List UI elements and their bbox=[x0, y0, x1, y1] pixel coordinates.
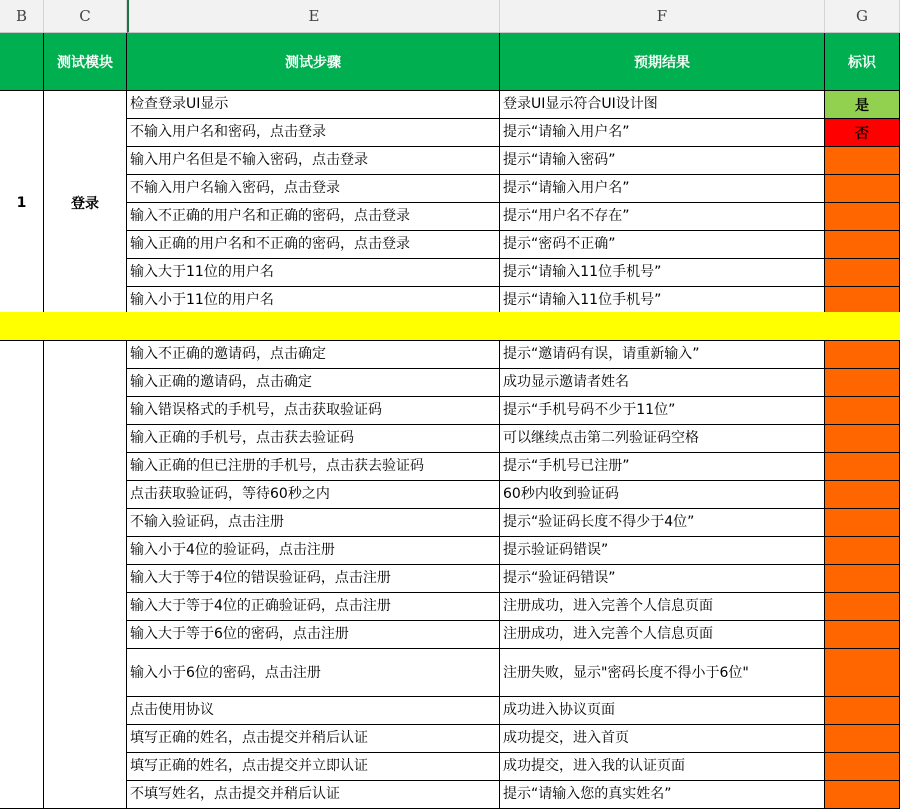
test-step-cell[interactable]: 输入正确的手机号，点击获去验证码 bbox=[127, 425, 500, 453]
expected-result-cell[interactable]: 注册失败，显示"密码长度不得小于6位" bbox=[500, 649, 825, 697]
test-step-cell[interactable]: 输入小于11位的用户名 bbox=[127, 287, 500, 315]
expected-result-cell[interactable]: 提示“请输入您的真实姓名” bbox=[500, 781, 825, 809]
test-step-cell[interactable]: 输入正确的邀请码，点击确定 bbox=[127, 369, 500, 397]
flag-cell[interactable] bbox=[825, 697, 900, 725]
flag-cell[interactable]: 否 bbox=[825, 119, 900, 147]
case-number-cell[interactable] bbox=[0, 341, 44, 809]
column-letter-e[interactable]: E bbox=[127, 0, 500, 33]
expected-result-cell[interactable]: 成功提交，进入我的认证页面 bbox=[500, 753, 825, 781]
test-step-cell[interactable]: 输入小于6位的密码，点击注册 bbox=[127, 649, 500, 697]
flag-cell[interactable] bbox=[825, 203, 900, 231]
test-step-cell[interactable]: 不填写姓名，点击提交并稍后认证 bbox=[127, 781, 500, 809]
test-step-cell[interactable]: 输入大于11位的用户名 bbox=[127, 259, 500, 287]
test-step-cell[interactable]: 点击使用协议 bbox=[127, 697, 500, 725]
test-step-cell[interactable]: 输入不正确的用户名和正确的密码，点击登录 bbox=[127, 203, 500, 231]
header-module[interactable]: 测试模块 bbox=[44, 33, 127, 91]
test-step-cell[interactable]: 输入大于等于6位的密码，点击注册 bbox=[127, 621, 500, 649]
column-letter-b[interactable]: B bbox=[0, 0, 44, 33]
header-steps[interactable]: 测试步骤 bbox=[127, 33, 500, 91]
column-letter-c[interactable]: C bbox=[44, 0, 127, 33]
flag-cell[interactable] bbox=[825, 537, 900, 565]
flag-cell[interactable] bbox=[825, 453, 900, 481]
test-step-cell[interactable]: 点击获取验证码，等待60秒之内 bbox=[127, 481, 500, 509]
flag-cell[interactable] bbox=[825, 147, 900, 175]
expected-result-cell[interactable]: 提示“请输入用户名” bbox=[500, 175, 825, 203]
flag-cell[interactable] bbox=[825, 781, 900, 809]
test-step-cell[interactable]: 输入错误格式的手机号，点击获取验证码 bbox=[127, 397, 500, 425]
expected-result-cell[interactable]: 成功进入协议页面 bbox=[500, 697, 825, 725]
test-step-cell[interactable]: 不输入用户名输入密码，点击登录 bbox=[127, 175, 500, 203]
flag-cell[interactable] bbox=[825, 725, 900, 753]
test-step-cell[interactable]: 填写正确的姓名，点击提交并稍后认证 bbox=[127, 725, 500, 753]
expected-result-cell[interactable]: 提示“密码不正确” bbox=[500, 231, 825, 259]
test-step-cell[interactable]: 不输入用户名和密码，点击登录 bbox=[127, 119, 500, 147]
column-header-row bbox=[0, 0, 900, 33]
expected-result-cell[interactable]: 成功提交，进入首页 bbox=[500, 725, 825, 753]
expected-result-cell[interactable]: 提示“请输入11位手机号” bbox=[500, 287, 825, 315]
expected-result-cell[interactable]: 提示“请输入用户名” bbox=[500, 119, 825, 147]
column-letter-g[interactable]: G bbox=[825, 0, 900, 33]
test-step-cell[interactable]: 输入小于4位的验证码，点击注册 bbox=[127, 537, 500, 565]
flag-cell[interactable] bbox=[825, 397, 900, 425]
header-flag[interactable]: 标识 bbox=[825, 33, 900, 91]
flag-cell[interactable] bbox=[825, 753, 900, 781]
expected-result-cell[interactable]: 提示验证码错误” bbox=[500, 537, 825, 565]
flag-cell[interactable] bbox=[825, 593, 900, 621]
expected-result-cell[interactable]: 成功显示邀请者姓名 bbox=[500, 369, 825, 397]
test-step-cell[interactable]: 检查登录UI显示 bbox=[127, 91, 500, 119]
flag-cell[interactable] bbox=[825, 621, 900, 649]
flag-cell[interactable] bbox=[825, 425, 900, 453]
test-step-cell[interactable]: 输入正确的用户名和不正确的密码，点击登录 bbox=[127, 231, 500, 259]
flag-cell[interactable]: 是 bbox=[825, 91, 900, 119]
flag-cell[interactable] bbox=[825, 565, 900, 593]
separator-row[interactable] bbox=[0, 312, 900, 341]
expected-result-cell[interactable]: 提示“验证码长度不得少于4位” bbox=[500, 509, 825, 537]
expected-result-cell[interactable]: 可以继续点击第二列验证码空格 bbox=[500, 425, 825, 453]
column-letter-f[interactable]: F bbox=[500, 0, 825, 33]
expected-result-cell[interactable]: 提示“验证码错误” bbox=[500, 565, 825, 593]
test-step-cell[interactable]: 填写正确的姓名，点击提交并立即认证 bbox=[127, 753, 500, 781]
expected-result-cell[interactable]: 登录UI显示符合UI设计图 bbox=[500, 91, 825, 119]
case-number-cell[interactable]: 1 bbox=[0, 91, 44, 315]
test-step-cell[interactable]: 输入大于等于4位的错误验证码，点击注册 bbox=[127, 565, 500, 593]
expected-result-cell[interactable]: 60秒内收到验证码 bbox=[500, 481, 825, 509]
flag-cell[interactable] bbox=[825, 649, 900, 697]
test-step-cell[interactable]: 不输入验证码，点击注册 bbox=[127, 509, 500, 537]
flag-cell[interactable] bbox=[825, 287, 900, 315]
expected-result-cell[interactable]: 提示“手机号码不少于11位” bbox=[500, 397, 825, 425]
flag-cell[interactable] bbox=[825, 341, 900, 369]
test-step-cell[interactable]: 输入用户名但是不输入密码，点击登录 bbox=[127, 147, 500, 175]
module-cell[interactable]: 登录 bbox=[44, 91, 127, 315]
flag-cell[interactable] bbox=[825, 369, 900, 397]
flag-cell[interactable] bbox=[825, 231, 900, 259]
expected-result-cell[interactable]: 提示“用户名不存在” bbox=[500, 203, 825, 231]
flag-cell[interactable] bbox=[825, 259, 900, 287]
expected-result-cell[interactable]: 提示“手机号已注册” bbox=[500, 453, 825, 481]
test-step-cell[interactable]: 输入不正确的邀请码，点击确定 bbox=[127, 341, 500, 369]
expected-result-cell[interactable]: 提示“邀请码有误，请重新输入” bbox=[500, 341, 825, 369]
header-expected[interactable]: 预期结果 bbox=[500, 33, 825, 91]
expected-result-cell[interactable]: 提示“请输入11位手机号” bbox=[500, 259, 825, 287]
module-cell[interactable] bbox=[44, 341, 127, 809]
expected-result-cell[interactable]: 注册成功，进入完善个人信息页面 bbox=[500, 593, 825, 621]
test-step-cell[interactable]: 输入正确的但已注册的手机号，点击获去验证码 bbox=[127, 453, 500, 481]
expected-result-cell[interactable]: 提示“请输入密码” bbox=[500, 147, 825, 175]
header-cell-b[interactable] bbox=[0, 33, 44, 91]
flag-cell[interactable] bbox=[825, 509, 900, 537]
flag-cell[interactable] bbox=[825, 481, 900, 509]
flag-cell[interactable] bbox=[825, 175, 900, 203]
expected-result-cell[interactable]: 注册成功，进入完善个人信息页面 bbox=[500, 621, 825, 649]
test-step-cell[interactable]: 输入大于等于4位的正确验证码，点击注册 bbox=[127, 593, 500, 621]
